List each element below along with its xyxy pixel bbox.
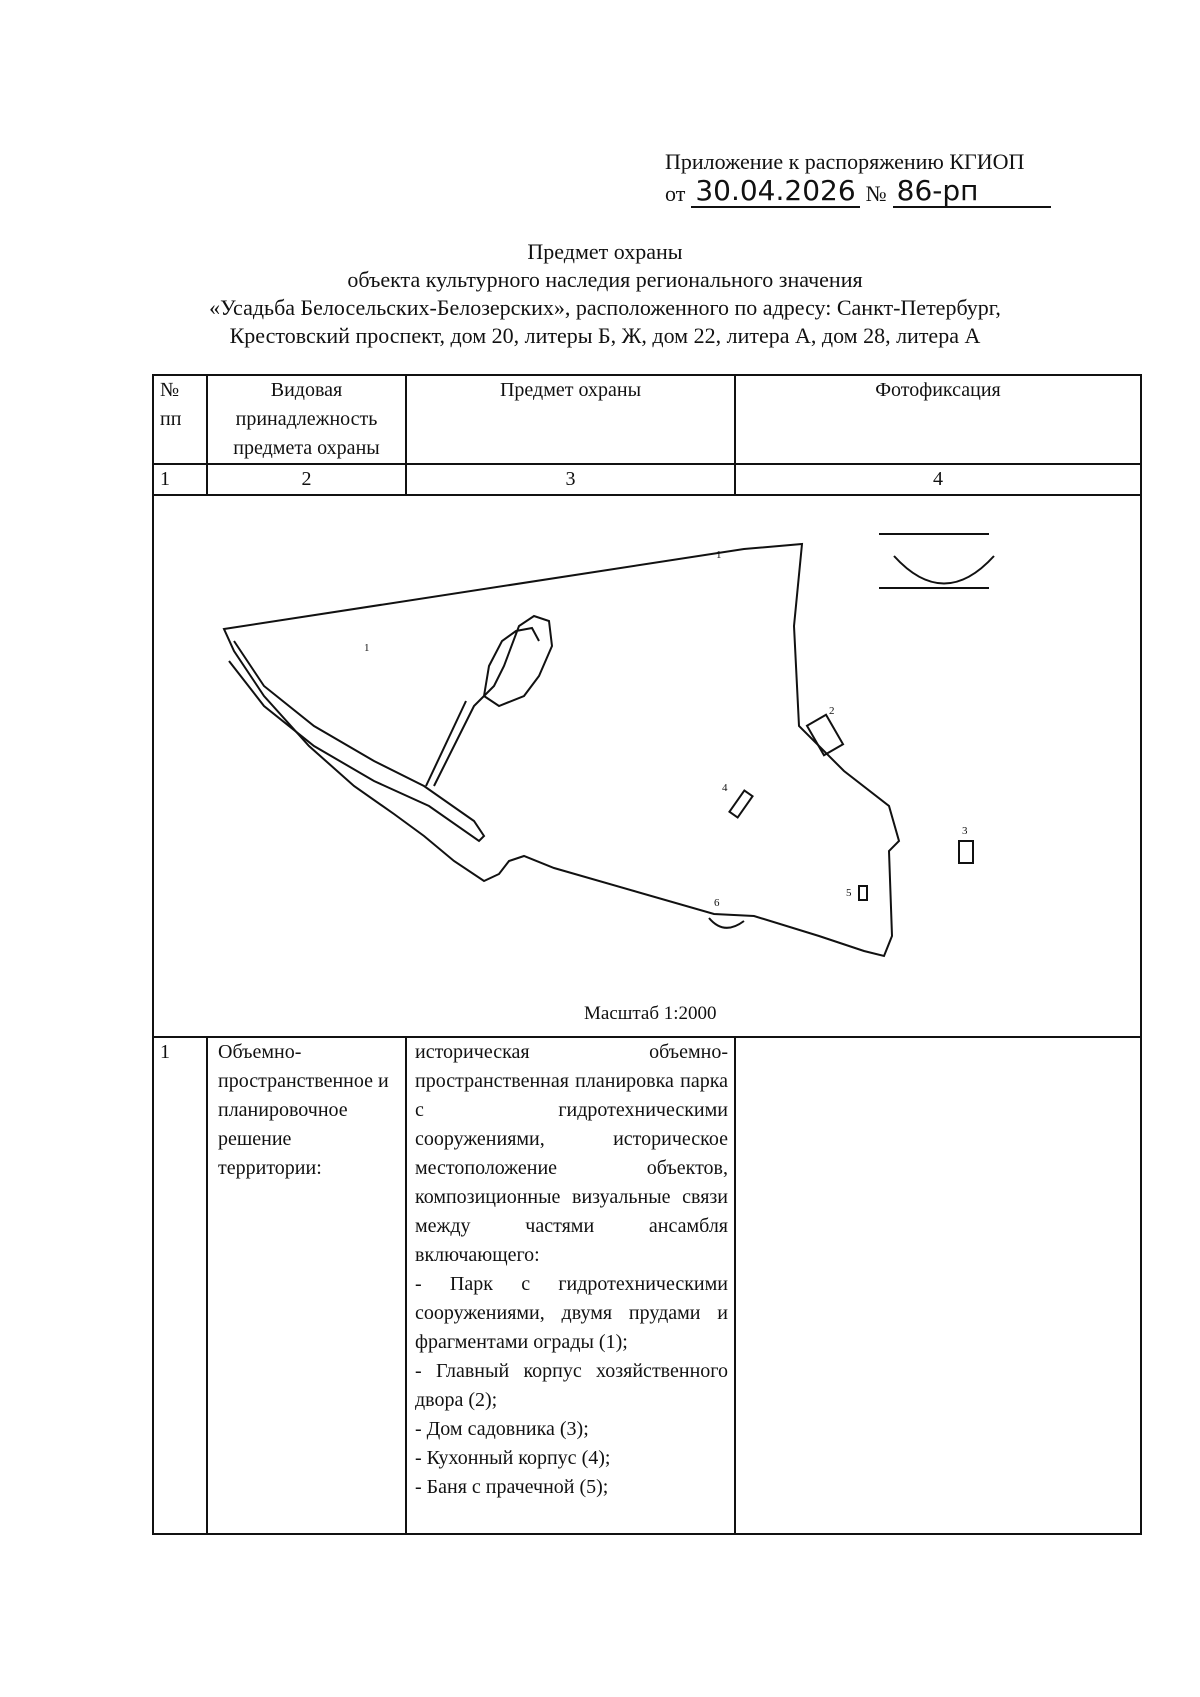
subject-item-4: - Кухонный корпус (4);	[415, 1447, 611, 1469]
map-label-1b: 1	[716, 549, 722, 561]
table-row	[153, 1037, 1141, 1534]
table-header-row	[153, 375, 1141, 464]
map-scale: Масштаб 1:2000	[584, 1003, 717, 1024]
header-subject: Предмет охраны	[406, 375, 735, 464]
protection-subject-table	[152, 374, 1142, 1535]
map-label-1a: 1	[364, 642, 370, 654]
column-number-row	[153, 464, 1141, 495]
map-row	[153, 495, 1141, 1037]
column-number-2: 2	[207, 464, 406, 495]
header-number: № пп	[153, 375, 207, 464]
park-alley-a	[229, 641, 484, 841]
subject-item-2: - Главный корпус хозяйственного двора (2);	[415, 1360, 728, 1411]
subject-intro: историческая объемно-пространственная планировка парка с гидротехническими сооружениями, историческое местоположение объектов, композиционные визуальные связи между частями ансамбля включающего:	[415, 1041, 728, 1266]
bridge-element	[709, 918, 744, 928]
handwritten-date: 30.04.2026	[691, 176, 859, 208]
building-kitchen	[729, 790, 752, 817]
number-label: №	[865, 181, 887, 206]
pond-loop	[434, 616, 552, 786]
map-label-5: 5	[846, 887, 852, 899]
title-line-2: объекта культурного наследия регионального значения	[347, 267, 863, 292]
row-number: 1	[153, 1037, 207, 1534]
map-label-6: 6	[714, 897, 720, 909]
document-title	[150, 238, 1060, 350]
site-plan-map	[154, 496, 1144, 1036]
appendix-date-number	[665, 176, 1085, 208]
row-photo	[735, 1037, 1141, 1534]
subject-item-3: - Дом садовника (3);	[415, 1418, 589, 1440]
from-label: от	[665, 181, 686, 206]
inset-arc	[894, 556, 994, 584]
row-type: Объемно-пространственное и планировочное решение территории:	[207, 1037, 406, 1534]
building-main-yard	[807, 715, 843, 755]
subject-item-5: - Баня с прачечной (5);	[415, 1476, 609, 1498]
row-subject	[406, 1037, 735, 1534]
title-line-4: Крестовский проспект, дом 20, литеры Б, Ж, дом 22, литера А, дом 28, литера А	[229, 323, 981, 348]
title-line-1: Предмет охраны	[527, 239, 683, 264]
building-gardener-house	[959, 841, 973, 863]
column-number-4: 4	[735, 464, 1141, 495]
site-plan-cell	[153, 495, 1141, 1037]
title-line-3: «Усадьба Белосельских-Белозерских», расположенного по адресу: Санкт-Петербург,	[209, 295, 1001, 320]
header-type: Видовая принадлежность предмета охраны	[207, 375, 406, 464]
header-photo: Фотофиксация	[735, 375, 1141, 464]
map-label-2: 2	[829, 705, 835, 717]
territory-boundary	[224, 544, 899, 956]
map-label-3: 3	[962, 825, 968, 837]
column-number-1: 1	[153, 464, 207, 495]
building-bath	[859, 886, 867, 900]
appendix-header	[665, 148, 1085, 208]
subject-item-1: - Парк с гидротехническими сооружениями, двумя прудами и фрагментами ограды (1);	[415, 1273, 728, 1353]
map-label-4: 4	[722, 782, 728, 794]
appendix-title: Приложение к распоряжению КГИОП	[665, 149, 1025, 174]
handwritten-number: 86-рп	[893, 176, 1051, 208]
pond-channel	[426, 701, 466, 786]
column-number-3: 3	[406, 464, 735, 495]
